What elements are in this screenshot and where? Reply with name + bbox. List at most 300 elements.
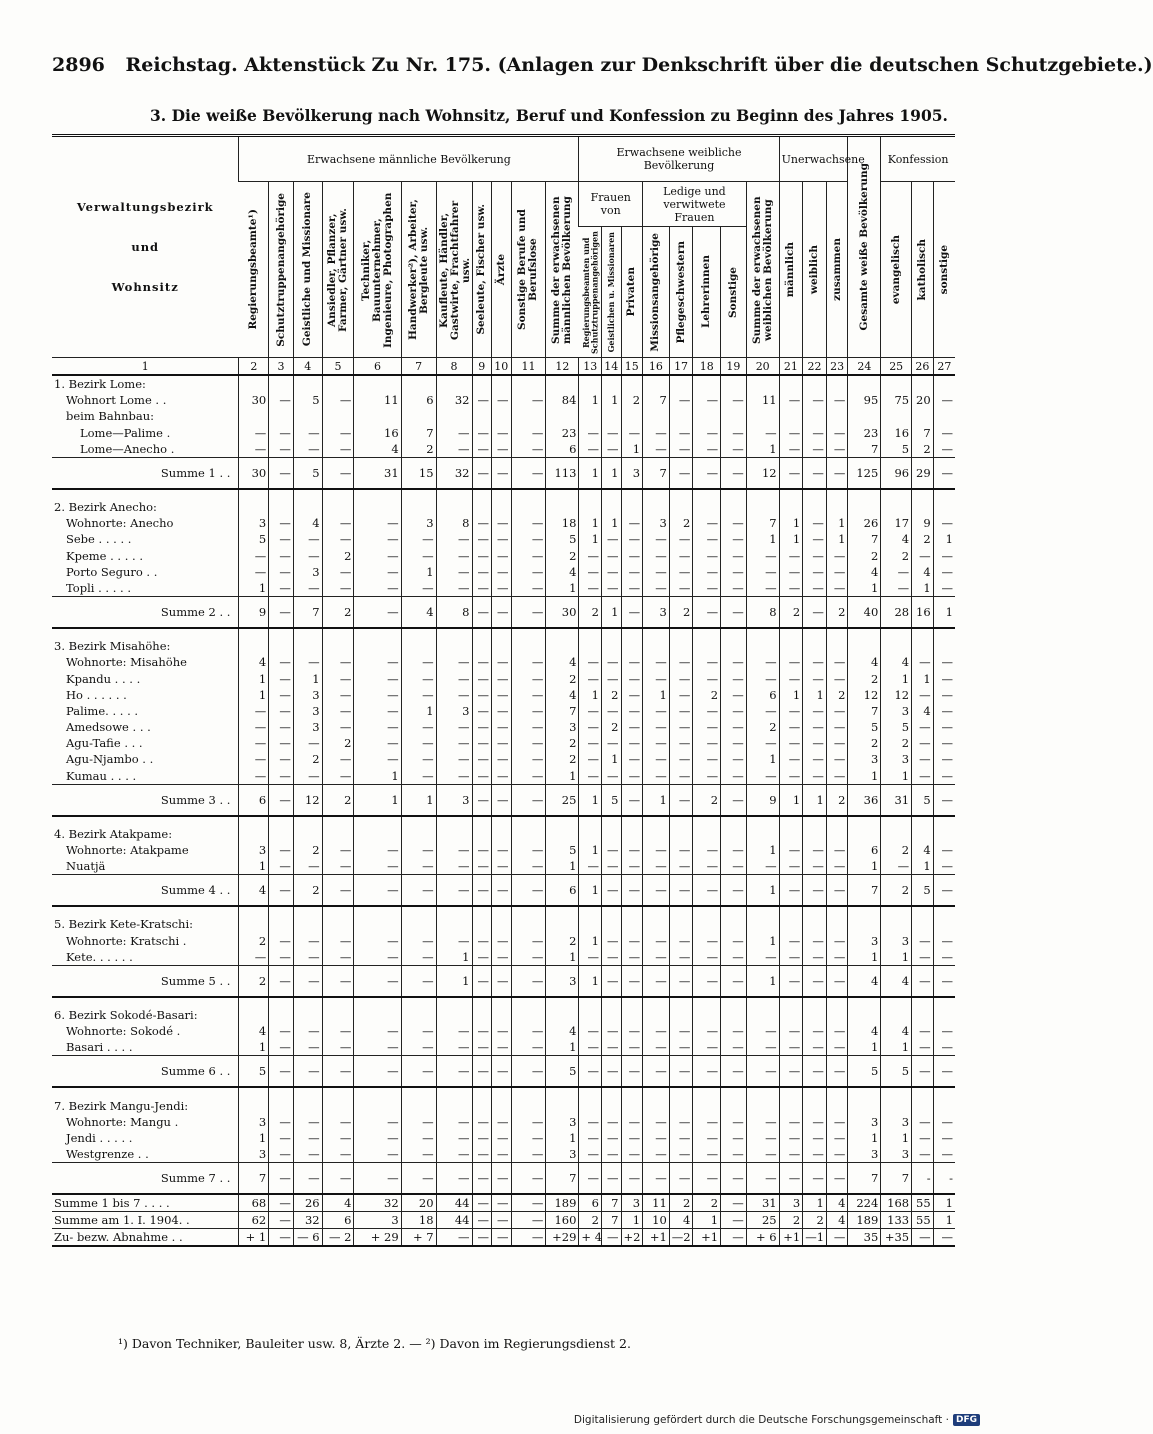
table-cell: 3 xyxy=(436,784,472,816)
table-cell: 5 xyxy=(239,531,269,547)
spacer-cell xyxy=(546,1087,579,1097)
group-minors-heading: Unerwachsene xyxy=(779,136,848,182)
table-cell xyxy=(269,916,294,932)
table-cell: 2 xyxy=(779,1212,803,1229)
table-cell: 4 xyxy=(912,703,934,719)
table-cell xyxy=(401,916,436,932)
table-cell xyxy=(269,1007,294,1023)
table-cell: — xyxy=(803,597,827,629)
table-cell: — xyxy=(933,1114,955,1130)
spacer-cell xyxy=(643,997,670,1007)
table-cell xyxy=(643,499,670,515)
table-cell: — xyxy=(693,768,721,785)
table-cell: — xyxy=(511,531,546,547)
table-cell: — xyxy=(803,703,827,719)
table-cell: — xyxy=(401,1039,436,1056)
table-cell xyxy=(269,826,294,842)
table-cell: — xyxy=(669,1130,693,1146)
table-cell: — xyxy=(269,875,294,907)
table-cell: — xyxy=(602,1039,622,1056)
table-cell: — xyxy=(621,875,643,907)
table-cell: — xyxy=(933,768,955,785)
table-cell xyxy=(269,375,294,392)
table-cell: — xyxy=(669,784,693,816)
table-cell: — xyxy=(579,735,602,751)
table-cell: — xyxy=(669,949,693,966)
table-cell: — xyxy=(933,687,955,703)
table-cell: — xyxy=(401,1130,436,1146)
table-cell: — xyxy=(721,1056,747,1088)
table-cell: — xyxy=(436,654,472,670)
col-head-16 xyxy=(643,227,670,358)
table-row xyxy=(52,564,955,580)
table-cell: — xyxy=(602,531,622,547)
spacer-cell xyxy=(293,906,322,916)
table-cell: 16 xyxy=(354,425,401,441)
col-label-7: Handwerker²), Arbeiter, Bergleute usw. xyxy=(406,199,430,340)
table-cell: 5 xyxy=(546,531,579,547)
table-cell: + 7 xyxy=(401,1229,436,1247)
table-cell: — xyxy=(779,949,803,966)
table-cell: — xyxy=(826,654,848,670)
table-cell: — xyxy=(669,719,693,735)
spacer-cell xyxy=(579,816,602,826)
table-cell: 1 xyxy=(848,580,881,597)
col-label-26: katholisch xyxy=(915,238,928,301)
table-cell: 1 xyxy=(579,457,602,489)
table-cell: — xyxy=(693,1163,721,1195)
table-cell: 2 xyxy=(848,548,881,564)
table-cell: — xyxy=(643,580,670,597)
table-cell: — xyxy=(354,965,401,997)
table-cell: — xyxy=(669,735,693,751)
table-cell: 1 xyxy=(779,531,803,547)
spacer-cell xyxy=(269,489,294,499)
table-cell: 2 xyxy=(322,784,354,816)
column-number: 17 xyxy=(669,358,693,376)
table-cell: 1 xyxy=(848,858,881,875)
table-cell: — xyxy=(511,949,546,966)
table-cell xyxy=(643,375,670,392)
table-cell: — xyxy=(269,842,294,858)
table-cell: — xyxy=(269,1039,294,1056)
table-cell: — xyxy=(912,548,934,564)
table-cell: — xyxy=(643,875,670,907)
table-cell: 1 xyxy=(401,564,436,580)
table-cell: 25 xyxy=(546,784,579,816)
table-cell: 25 xyxy=(746,1212,779,1229)
table-cell: — xyxy=(239,719,269,735)
table-cell: 1 xyxy=(881,768,912,785)
table-cell: + 4 xyxy=(579,1229,602,1247)
spacer-cell xyxy=(511,628,546,638)
spacer-cell xyxy=(401,906,436,916)
table-row xyxy=(52,1146,955,1163)
spacer-cell xyxy=(436,489,472,499)
table-cell: — xyxy=(621,719,643,735)
table-cell: — xyxy=(492,457,512,489)
col-head-11 xyxy=(511,182,546,358)
table-cell xyxy=(239,499,269,515)
table-cell: 189 xyxy=(848,1212,881,1229)
spacer-row xyxy=(52,906,955,916)
table-cell: +1 xyxy=(779,1229,803,1247)
table-cell: — xyxy=(511,564,546,580)
table-cell: — xyxy=(826,858,848,875)
table-cell: — xyxy=(293,654,322,670)
table-cell: — xyxy=(933,735,955,751)
table-cell: 1 xyxy=(239,687,269,703)
table-cell: — xyxy=(746,548,779,564)
spacer-cell xyxy=(269,628,294,638)
table-cell: — xyxy=(511,441,546,458)
spacer-cell xyxy=(239,489,269,499)
table-cell: — xyxy=(322,875,354,907)
table-cell: — xyxy=(579,1130,602,1146)
spacer-cell xyxy=(239,628,269,638)
table-cell xyxy=(239,375,269,392)
table-cell: 3 xyxy=(239,842,269,858)
table-cell: — xyxy=(933,933,955,949)
spacer-cell xyxy=(354,997,401,1007)
table-cell: 1 xyxy=(579,842,602,858)
table-cell xyxy=(354,826,401,842)
table-cell: 3 xyxy=(239,1146,269,1163)
table-cell: — xyxy=(579,719,602,735)
table-cell: 3 xyxy=(848,1146,881,1163)
table-cell xyxy=(511,1007,546,1023)
col-label-4: Geistliche und Missionare xyxy=(301,192,314,347)
spacer-cell xyxy=(52,997,239,1007)
table-cell: — xyxy=(803,515,827,531)
table-cell: — xyxy=(492,858,512,875)
table-cell: 4 xyxy=(546,687,579,703)
table-cell: — xyxy=(269,1056,294,1088)
table-cell: — xyxy=(643,531,670,547)
stub-heading xyxy=(52,136,239,358)
table-cell: — xyxy=(602,735,622,751)
table-cell: — xyxy=(721,784,747,816)
table-cell: — xyxy=(669,875,693,907)
table-cell: — xyxy=(779,441,803,458)
col-label-19: Sonstige xyxy=(726,266,739,318)
col-head-21 xyxy=(779,182,803,358)
table-cell xyxy=(293,916,322,932)
table-cell: — xyxy=(472,875,492,907)
table-cell xyxy=(436,375,472,392)
table-cell: — xyxy=(269,1194,294,1212)
column-number: 13 xyxy=(579,358,602,376)
spacer-cell xyxy=(401,816,436,826)
table-cell xyxy=(602,408,622,424)
spacer-cell xyxy=(721,906,747,916)
table-cell xyxy=(693,375,721,392)
spacer-cell xyxy=(933,906,955,916)
table-cell: — xyxy=(269,1114,294,1130)
table-cell: — xyxy=(579,703,602,719)
table-cell: — xyxy=(354,564,401,580)
table-cell: — xyxy=(826,1056,848,1088)
table-cell: 30 xyxy=(239,392,269,408)
table-cell: — xyxy=(803,548,827,564)
table-cell: 1 xyxy=(933,1194,955,1212)
table-cell: — xyxy=(511,670,546,686)
table-cell: — xyxy=(602,425,622,441)
table-cell: — xyxy=(803,1056,827,1088)
table-cell: — xyxy=(322,392,354,408)
table-row xyxy=(52,768,955,785)
table-cell: — xyxy=(803,580,827,597)
table-cell: 2 xyxy=(881,842,912,858)
table-cell: — xyxy=(803,654,827,670)
table-cell: — xyxy=(803,425,827,441)
table-cell: — xyxy=(401,719,436,735)
col-label-2: Regierungsbeamte¹) xyxy=(247,209,260,330)
table-cell: — xyxy=(492,1146,512,1163)
row-label: Wohnort Lome . . xyxy=(66,393,167,408)
table-cell: 2 xyxy=(693,687,721,703)
table-cell: — xyxy=(293,933,322,949)
table-cell: 1 xyxy=(643,784,670,816)
table-cell: — xyxy=(779,1146,803,1163)
spacer-cell xyxy=(322,997,354,1007)
spacer-cell xyxy=(643,816,670,826)
table-cell: 7 xyxy=(848,875,881,907)
table-cell: — xyxy=(511,1023,546,1039)
table-cell: — xyxy=(579,1146,602,1163)
col-head-10 xyxy=(492,182,512,358)
table-cell: 4 xyxy=(239,875,269,907)
table-cell: — xyxy=(643,703,670,719)
table-cell: — xyxy=(492,1023,512,1039)
table-row xyxy=(52,1023,955,1039)
spacer-cell xyxy=(826,489,848,499)
table-cell xyxy=(721,1007,747,1023)
spacer-cell xyxy=(643,489,670,499)
table-cell: — xyxy=(293,1163,322,1195)
table-cell: — xyxy=(579,1056,602,1088)
table-cell xyxy=(912,499,934,515)
table-cell: — xyxy=(621,842,643,858)
table-cell xyxy=(602,1007,622,1023)
table-cell: — xyxy=(826,548,848,564)
table-cell: — xyxy=(621,768,643,785)
spacer-cell xyxy=(721,997,747,1007)
table-cell: — xyxy=(912,735,934,751)
table-cell: — xyxy=(621,1146,643,1163)
table-cell: 4 xyxy=(848,654,881,670)
spacer-cell xyxy=(779,816,803,826)
table-cell: — xyxy=(293,548,322,564)
page-header-title: Reichstag. Aktenstück Zu Nr. 175. (Anlagen zur Denkschrift über die deutschen Schutzgebiete.) xyxy=(125,54,1153,76)
table-cell: — xyxy=(693,965,721,997)
col-label-16: Missionsangehörige xyxy=(649,232,662,352)
spacer-cell xyxy=(669,997,693,1007)
table-cell: — xyxy=(669,441,693,458)
total-row xyxy=(52,1212,955,1229)
table-cell: — xyxy=(401,842,436,858)
table-cell: 3 xyxy=(643,515,670,531)
table-cell: — xyxy=(643,768,670,785)
table-cell: — xyxy=(826,580,848,597)
table-cell: — xyxy=(693,425,721,441)
table-cell xyxy=(239,916,269,932)
table-cell: + 1 xyxy=(239,1229,269,1247)
table-cell: 3 xyxy=(881,703,912,719)
spacer-cell xyxy=(511,816,546,826)
table-cell xyxy=(669,375,693,392)
table-cell xyxy=(912,375,934,392)
sum-row xyxy=(52,597,955,629)
table-cell: — xyxy=(721,687,747,703)
table-cell xyxy=(239,1007,269,1023)
sum-row xyxy=(52,965,955,997)
table-cell: — xyxy=(621,735,643,751)
table-cell: — xyxy=(401,531,436,547)
table-cell: — xyxy=(693,1039,721,1056)
table-cell: — xyxy=(746,858,779,875)
table-cell xyxy=(721,499,747,515)
table-cell: — xyxy=(602,654,622,670)
table-cell: 4 xyxy=(401,597,436,629)
table-cell xyxy=(546,638,579,654)
spacer-cell xyxy=(269,997,294,1007)
district-row xyxy=(52,375,955,392)
table-cell: — xyxy=(354,1114,401,1130)
table-cell: — xyxy=(269,949,294,966)
table-cell: — xyxy=(803,965,827,997)
row-label: Wohnorte: Kratschi . xyxy=(66,933,187,948)
table-cell: 7 xyxy=(602,1212,622,1229)
table-cell: 133 xyxy=(881,1212,912,1229)
table-cell: — xyxy=(669,392,693,408)
table-row xyxy=(52,408,955,424)
spacer-cell xyxy=(933,816,955,826)
table-cell: — xyxy=(643,425,670,441)
table-cell: — xyxy=(826,719,848,735)
table-cell xyxy=(492,1007,512,1023)
row-label: 2. Bezirk Anecho: xyxy=(54,500,157,515)
row-label: Basari . . . . xyxy=(66,1040,133,1055)
table-cell: — xyxy=(436,1163,472,1195)
table-cell: 1 xyxy=(239,1130,269,1146)
table-cell: 20 xyxy=(401,1194,436,1212)
table-cell xyxy=(621,375,643,392)
table-cell: 2 xyxy=(602,719,622,735)
table-cell: 2 xyxy=(322,597,354,629)
table-cell: — xyxy=(436,719,472,735)
table-cell: — xyxy=(472,670,492,686)
table-cell xyxy=(746,1007,779,1023)
table-cell: — xyxy=(803,768,827,785)
table-cell xyxy=(401,638,436,654)
table-cell: — xyxy=(933,1130,955,1146)
table-cell: — xyxy=(933,457,955,489)
spacer-cell xyxy=(848,816,881,826)
table-cell: 2 xyxy=(602,687,622,703)
table-cell xyxy=(803,408,827,424)
table-cell: — xyxy=(436,1023,472,1039)
table-cell: — xyxy=(643,548,670,564)
table-cell: — xyxy=(239,949,269,966)
table-cell: 2 xyxy=(293,751,322,767)
row-label: Kete. . . . . . xyxy=(66,949,133,964)
table-cell xyxy=(621,1007,643,1023)
section-title: 3. Die weiße Bevölkerung nach Wohnsitz, Beruf und Konfession zu Beginn des Jahres 1905. xyxy=(150,106,948,125)
spacer-cell xyxy=(602,906,622,916)
table-cell: — xyxy=(511,580,546,597)
table-cell: — xyxy=(293,1130,322,1146)
table-cell: — xyxy=(721,548,747,564)
table-cell xyxy=(848,916,881,932)
col-head-5 xyxy=(322,182,354,358)
table-cell: — xyxy=(322,687,354,703)
table-row xyxy=(52,580,955,597)
table-cell: 7 xyxy=(848,441,881,458)
table-cell: 30 xyxy=(546,597,579,629)
table-cell: —1 xyxy=(803,1229,827,1247)
table-cell: 2 xyxy=(546,933,579,949)
table-cell: — xyxy=(746,1056,779,1088)
table-cell: — xyxy=(511,875,546,907)
table-row xyxy=(52,515,955,531)
table-cell xyxy=(401,499,436,515)
table-row xyxy=(52,949,955,966)
col-label-3: Schutztruppenangehörige xyxy=(274,192,287,347)
table-cell: — xyxy=(746,425,779,441)
table-cell: — xyxy=(492,784,512,816)
group-men-heading: Erwachsene männliche Bevölkerung xyxy=(239,136,579,182)
table-cell: 1 xyxy=(579,531,602,547)
table-cell: — xyxy=(602,1163,622,1195)
table-cell xyxy=(546,916,579,932)
table-cell: — xyxy=(472,933,492,949)
table-cell: — xyxy=(322,441,354,458)
table-row xyxy=(52,933,955,949)
table-cell: — xyxy=(602,858,622,875)
table-cell: 3 xyxy=(546,1146,579,1163)
table-cell: — 2 xyxy=(322,1229,354,1247)
table-cell: 1 xyxy=(621,441,643,458)
table-cell xyxy=(779,1007,803,1023)
table-cell: — xyxy=(693,858,721,875)
table-cell: — xyxy=(721,425,747,441)
col-head-9 xyxy=(472,182,492,358)
table-cell: — xyxy=(621,858,643,875)
table-cell xyxy=(779,826,803,842)
table-cell: — xyxy=(721,1114,747,1130)
col-label-14: Geistlichen u. Missionaren xyxy=(606,231,617,353)
table-cell: — xyxy=(472,858,492,875)
table-cell xyxy=(472,375,492,392)
table-cell: 6 xyxy=(579,1194,602,1212)
table-cell: — xyxy=(803,1114,827,1130)
table-cell: — xyxy=(511,548,546,564)
table-cell: — xyxy=(492,933,512,949)
spacer-cell xyxy=(602,489,622,499)
table-cell: 1 xyxy=(779,784,803,816)
table-cell: — xyxy=(602,1114,622,1130)
table-cell: — xyxy=(269,687,294,703)
spacer-cell xyxy=(293,816,322,826)
sub-wives-heading: Frauen von xyxy=(579,182,643,227)
table-cell: — xyxy=(912,1146,934,1163)
column-number: 14 xyxy=(602,358,622,376)
spacer-row xyxy=(52,1087,955,1097)
group-women-heading: Erwachsene weibliche Bevölkerung xyxy=(579,136,779,182)
table-cell: — xyxy=(322,654,354,670)
col-head-14 xyxy=(602,227,622,358)
